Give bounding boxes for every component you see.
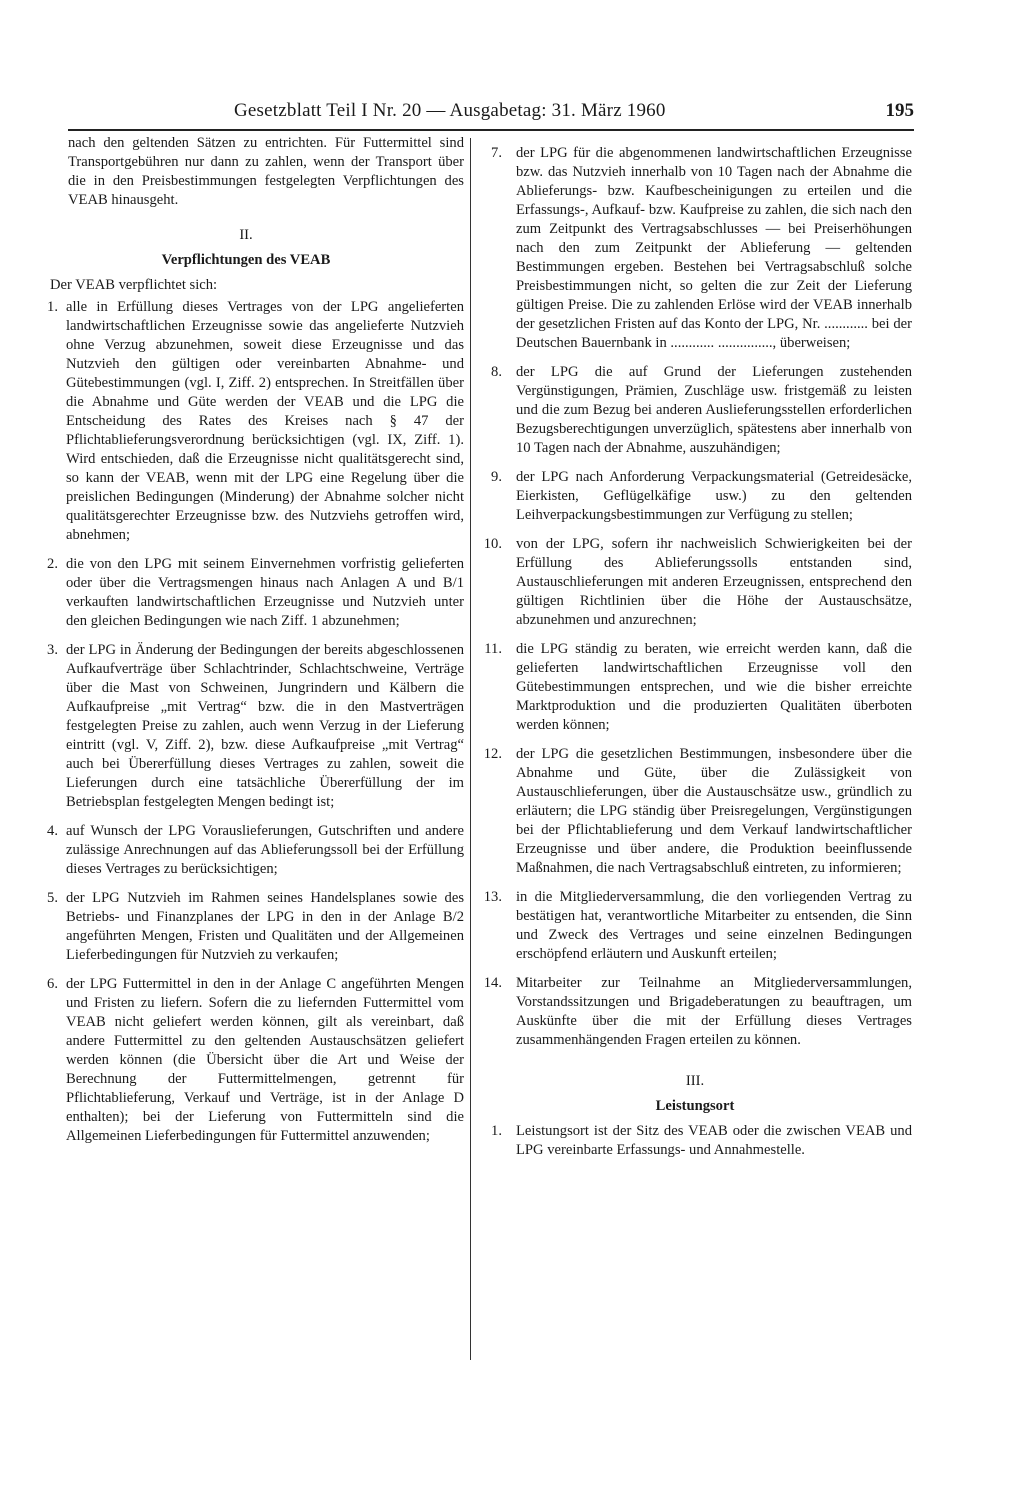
item-text: die von den LPG mit seinem Einvernehmen vorfristig gelieferten oder über die Vertragsmengen hinaus nach Anlagen A und B/1 verkauften landwirtschaftlichen Erzeugnisse und Nutzvieh unter den gleichen Bedingungen wie nach Ziff. 1 abzunehmen;: [66, 556, 464, 629]
running-header: [234, 100, 914, 130]
item-number: 9.: [491, 469, 502, 485]
item-number: 7.: [491, 145, 502, 161]
item-text: Leistungsort ist der Sitz des VEAB oder die zwischen VEAB und LPG vereinbarte Erfassungs- und Annahmestelle.: [516, 1123, 912, 1158]
item-text: der LPG in Änderung der Bedingungen der bereits abgeschlossenen Aufkaufverträge über Schlachtrinder, Schlachtschweine, Verträge über die Mast von Schweinen, Jungrindern und Kälbern die Aufkaufpreise „mit Vertrag“ bzw. die in den Mastverträgen festgelegten Preise zu zahlen, auch wenn Verzug in der Lieferung eintritt (vgl. V, Ziff. 2), bzw. diese Aufkaufpreise „mit Vertrag“ auch bei Übererfüllung dieses Vertrages zu zahlen, soweit die Lieferungen durch eine tatsächliche Übererfüllung der im Betriebsplan festgelegten Mengen bedingt ist;: [66, 642, 464, 810]
item-number: 4.: [47, 823, 58, 839]
section-2-lead: Der VEAB verpflichtet sich:: [50, 277, 218, 293]
list-item: [478, 144, 912, 353]
list-item: [28, 555, 464, 631]
item-number: 12.: [483, 746, 502, 762]
item-number: 11.: [484, 641, 502, 657]
item-text: der LPG nach Anforderung Verpackungsmaterial (Getreidesäcke, Eierkisten, Geflügelkäfige usw.) zu den geltenden Leihverpackungsbestimmungen zur Verfügung zu stellen;: [516, 469, 912, 523]
item-text: in die Mitgliederversammlung, die den vorliegenden Vertrag zu bestätigen hat, verantwortliche Mitarbeiter zu entsenden, die Sinn und Zweck des Vertrages und seine einzelnen Bedingungen erschöpfend erläutern und Auskunft erteilen;: [516, 889, 912, 962]
section-2-title: Verpflichtungen des VEAB: [161, 252, 331, 268]
list-item: [478, 363, 912, 458]
item-text: der LPG Futtermittel in den in der Anlage C angeführten Mengen und Fristen zu liefern. Sofern die zu liefernden Futtermittel vom VEAB nicht geliefert werden können, gilt als vereinbart, daß andere Futtermittel zu den geltenden Austauschsätzen geliefert werden können (die Übersicht über die Art und Weise der Berechnung der Futtermittelmengen, getrennt für Pflichtablieferung, Verkauf und Verträge, ist in der Anlage D enthalten); bei der Lieferung von Futtermitteln sind die Allgemeinen Lieferbedingungen für Futtermittel anzuwenden;: [66, 976, 464, 1144]
item-number: 1.: [47, 299, 58, 315]
list-item: [478, 1122, 912, 1160]
section-3-title: Leistungsort: [655, 1098, 735, 1114]
item-text: der LPG die gesetzlichen Bestimmungen, insbesondere über die Abnahme und Güte, über die Zulässigkeit von Austauschlieferungen, über die Austauschsätze usw., gründlich zu erläutern; die LPG ständig über Preisregelungen, Vergünstigungen bei der Pflichtablieferung und dem Verkauf landwirtschaftlicher Erzeugnisse und über andere, die Produktion beeinflussende Maßnahmen, die nach Vertragsabschluß eintreten, zu informieren;: [516, 746, 912, 876]
left-column: [28, 134, 464, 1156]
item-text: auf Wunsch der LPG Vorauslieferungen, Gutschriften und andere zulässige Anrechnungen auf das Ablieferungssoll bei der Erfüllung dieses Vertrages zu berücksichtigen;: [66, 823, 464, 877]
list-item: [478, 888, 912, 964]
section-2-number: II.: [239, 227, 253, 243]
item-text: der LPG für die abgenommenen landwirtschaftlichen Erzeugnisse bzw. das Nutzvieh innerhalb von 10 Tagen nach der Abnahme die Ablieferungs- bzw. Kaufbescheinigungen zu erteilen und die Erfassungs-, Aufkauf- bzw. Kaufpreise zu zahlen, die sich nach den zum Zeitpunkt des Vertragsabschlusses — bei Preiserhöhungen nach den zum Zeitpunkt der Ablieferung — geltenden Bestimmungen ergeben. Bestehen bei Vertragsabschluß solche Preisbestimmungen nicht, so gelten die zur Zeit der Lieferung gültigen Preise. Die zu zahlenden Erlöse wird der VEAB innerhalb der gesetzlichen Fristen auf das Konto der LPG, Nr. ............ bei der Deutschen Bauernbank in ............ ..............., überweisen;: [516, 145, 912, 351]
list-item: [478, 468, 912, 525]
section-3-number: III.: [685, 1073, 705, 1089]
item-number: 2.: [47, 556, 58, 572]
item-number: 13.: [483, 889, 502, 905]
list-item: [28, 298, 464, 545]
item-text: von der LPG, sofern ihr nachweislich Schwierigkeiten bei der Erfüllung des Ablieferungssolls entstanden sind, Austauschlieferungen mit anderen Erzeugnissen, entsprechend den gültigen Richtlinien über die Höhe der Austauschsätze, abzunehmen und anzurechnen;: [516, 536, 912, 628]
list-item: [478, 535, 912, 630]
item-number: 10.: [483, 536, 502, 552]
item-text: der LPG Nutzvieh im Rahmen seines Handelsplanes sowie des Betriebs- und Finanzplanes der LPG in den in der Anlage B/2 angeführten Mengen, Fristen und Qualitäten und der Allgemeinen Lieferbedingungen für Nutzvieh zu verkaufen;: [66, 890, 464, 963]
list-item: [28, 975, 464, 1146]
column-divider: [470, 138, 471, 1360]
intro-paragraph: nach den geltenden Sätzen zu entrichten. Für Futtermittel sind Transportgebühren nur dann zu zahlen, wenn der Transport über die in den Preisbestimmungen festgelegten Verpflichtungen des VEAB hinausgeht.: [68, 135, 464, 208]
header-rule: [68, 129, 914, 131]
list-item: [28, 822, 464, 879]
item-text: der LPG die auf Grund der Lieferungen zustehenden Vergünstigungen, Prämien, Zuschläge usw. fristgemäß zu leisten und die zum Bezug bei anderen Auslieferungsstellen erforderlichen Bezugsberechtigungen unverzüglich, spätestens aber innerhalb von 10 Tagen nach der Abnahme, auszuhändigen;: [516, 364, 912, 456]
list-item: [28, 641, 464, 812]
item-number: 3.: [47, 642, 58, 658]
header-title: Gesetzblatt Teil I Nr. 20 — Ausgabetag: 31. März 1960: [234, 100, 666, 121]
item-number: 5.: [47, 890, 58, 906]
item-text: alle in Erfüllung dieses Vertrages von der LPG angelieferten landwirtschaftlichen Erzeugnisse sowie das angelieferte Nutzvieh ohne Verzug abzunehmen, soweit diese Erzeugnisse und das Nutzvieh den gültigen oder vereinbarten Abnahme- und Gütebestimmungen (vgl. I, Ziff. 2) entsprechen. In Streitfällen über die Abnahme und Güte werden der VEAB und die LPG die Entscheidung des Rates des Kreises nach § 47 der Pflichtablieferungsverordnung berücksichtigen (vgl. IX, Ziff. 1). Wird entschieden, daß die Erzeugnisse nicht qualitätsgerecht sind, so kann der VEAB, wenn mit der LPG eine Regelung über die preislichen Bedingungen (Minderung) der Abnahme solcher nicht qualitätsgerechter Erzeugnisse bzw. des Nutzviehs getroffen wird, abnehmen;: [66, 299, 464, 543]
item-text: Mitarbeiter zur Teilnahme an Mitgliederversammlungen, Vorstandssitzungen und Brigadeberatungen zu beauftragen, um Auskünfte über die mit der Erfüllung dieses Vertrages zusammenhängenden Fragen erteilen zu können.: [516, 975, 912, 1048]
item-number: 1.: [491, 1123, 502, 1139]
list-item: [478, 974, 912, 1050]
right-column: [478, 144, 912, 1170]
list-item: [28, 889, 464, 965]
page-number: 195: [885, 100, 914, 121]
item-number: 8.: [491, 364, 502, 380]
item-number: 6.: [47, 976, 58, 992]
list-item: [478, 745, 912, 878]
list-item: [478, 640, 912, 735]
item-number: 14.: [483, 975, 502, 991]
item-text: die LPG ständig zu beraten, wie erreicht werden kann, daß die gelieferten landwirtschaftlichen Erzeugnisse voll den Gütebestimmungen entsprechen, und wie die bisher erreichte Marktproduktion und die produzierten Qualitäten überboten werden können;: [516, 641, 912, 733]
